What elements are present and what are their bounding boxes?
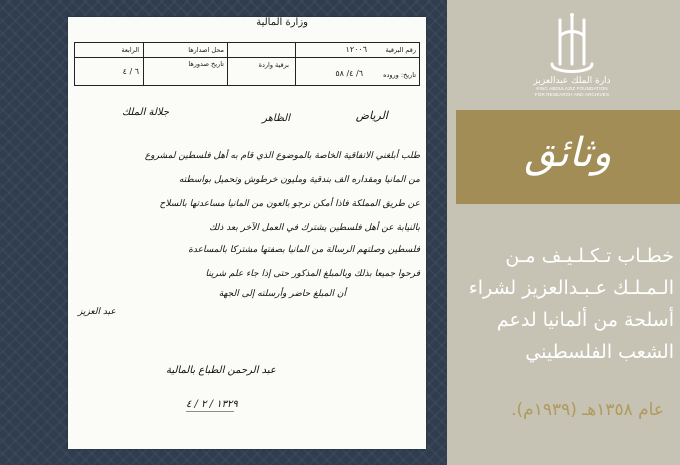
document-date: عام ١٣٥٨هـ (١٩٣٩م). (511, 400, 664, 420)
body-line: جلالة الملك (122, 107, 170, 118)
telegram-no-label: رقم البرقية (385, 46, 416, 54)
logo-english-line-1: KING ABDULAZIZ FOUNDATION (536, 86, 608, 91)
date-value: ٦/ ٤/ ٥٨ (335, 69, 363, 78)
signature: عبد الرحمن الطباع بالمالية (166, 365, 276, 376)
serial-label: الرابعة (121, 46, 139, 54)
telegram-no-value: ١٢٠٠٦ (345, 45, 367, 54)
foundation-logo (527, 12, 617, 104)
body-line: أن المبلغ حاضر وأرسلته إلى الجهة (218, 289, 346, 299)
headline (452, 240, 674, 368)
body-line: من المانيا ومقداره الف بندقية ومليون خرطوش وتحميل بواسطته (178, 175, 420, 185)
footer-ref: ١٣٢٩ / ٢ / ٤ (186, 399, 238, 410)
form-col-issue (143, 43, 227, 85)
body-line: فرحوا جميعا بذلك وبالمبلغ المذكور حتى إذا جاء علم شرينا (205, 269, 420, 279)
headline-line: الـمـلـك عـبـدالعزيز لشراء (468, 277, 674, 299)
issue-date-value: ٦ / ٤ (122, 67, 139, 76)
body-line: بالنيابة عن أهل فلسطين يشترك في العمل الآخر بعد ذلك (209, 223, 420, 233)
body-line: فلسطين وصلتهم الرسالة من المانيا بصفتها مشتركا بالمساعدة (188, 245, 420, 255)
logo-english-line-2: FOR RESEARCH AND ARCHIVES (534, 91, 610, 97)
body-line: الرياض (355, 109, 388, 122)
headline-line: الشعب الفلسطيني (525, 341, 674, 363)
body-line: عبد العزيز (78, 307, 116, 317)
foundation-emblem-icon (544, 12, 600, 78)
headline-line: خطـاب تـكـلـيـف مـن (505, 245, 674, 267)
form-col-number (295, 43, 419, 85)
brand-title: وثائق (524, 130, 612, 176)
form-col-issue-place (75, 43, 143, 85)
archival-document (68, 17, 426, 449)
issue-date-label: تاريخ صدورها (188, 60, 224, 68)
telegram-type: برقية واردة (258, 61, 289, 69)
body-line: طلب أبلغني الاتفاقية الخاصة بالموضوع الذي قام به أهل فلسطين لمشروع (144, 151, 420, 161)
brand-box (456, 110, 680, 204)
ministry-header: وزارة المالية (256, 17, 308, 28)
form-col-type (227, 43, 295, 85)
date-label: تاريخ: وروده (383, 71, 416, 79)
body-line: الظاهر (262, 113, 290, 124)
issue-place-label: محل اصدارها (188, 46, 224, 54)
body-line: عن طريق المملكة فاذا أمكن نرجو بالعون من المانيا مساعدتها بالسلاح (159, 199, 420, 209)
headline-line: أسلحة من ألمانيا لدعم (496, 309, 674, 331)
ink-underline (186, 411, 234, 412)
logo-arabic-name: دارة الملك عبدالعزيز (533, 76, 611, 86)
telegram-form-header (74, 42, 420, 86)
